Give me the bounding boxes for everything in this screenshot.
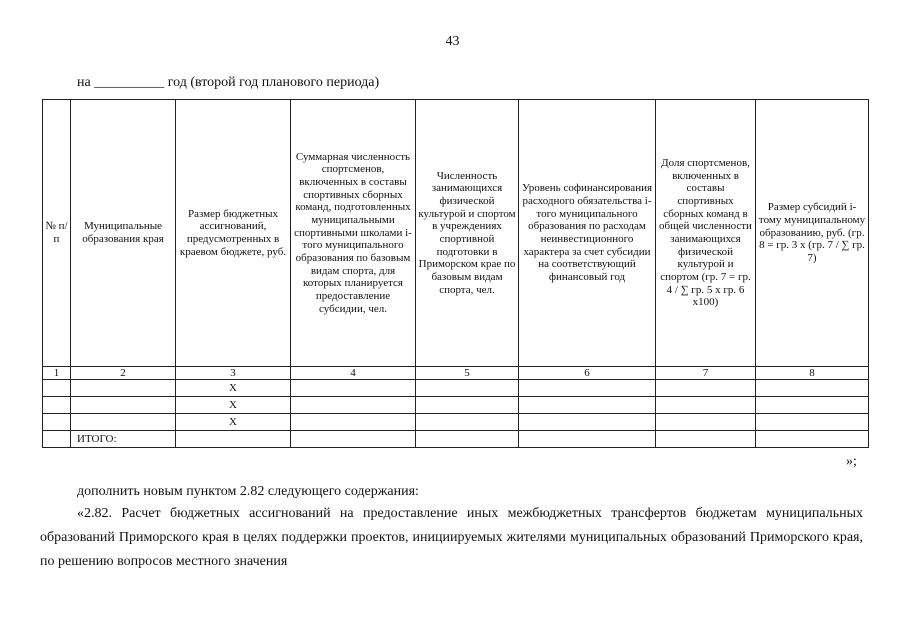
header-cell: Размер бюджетных ассигнований, предусмотренных в краевом бюджете, руб. <box>176 100 291 367</box>
table-cell <box>656 431 756 448</box>
header-cell: Суммарная численность спортсменов, включенных в составы спортивных сборных команд, подготовленных муниципальными спортивными школами i-того муниципального образования по базовым видам спорта, для которых планируется предоставление субсидии, чел. <box>291 100 416 367</box>
table-cell <box>291 397 416 414</box>
table-cell <box>416 431 519 448</box>
table-cell <box>656 414 756 431</box>
column-number-cell: 7 <box>656 367 756 380</box>
page-number: 43 <box>445 34 460 49</box>
header-cell: Численность занимающихся физической культурой и спортом в учреждениях спортивной подготовки в Приморском крае по базовым видам спорта, чел. <box>416 100 519 367</box>
table-cell <box>519 380 656 397</box>
table-cell <box>176 431 291 448</box>
header-cell: Размер субсидий i-тому муниципальному образованию, руб. (гр. 8 = гр. 3 x (гр. 7 / ∑ гр. 7) <box>756 100 869 367</box>
table-header-row <box>43 100 869 367</box>
table-row <box>43 380 869 397</box>
amendment-intro-paragraph: дополнить новым пунктом 2.82 следующего содержания: <box>77 484 419 499</box>
table-cell <box>656 380 756 397</box>
table-row <box>43 414 869 431</box>
column-number-cell: 2 <box>71 367 176 380</box>
header-cell: Муниципальные образования края <box>71 100 176 367</box>
table-cell <box>756 380 869 397</box>
header-cell: Уровень софинансирования расходного обязательства i-того муниципального образования по расходам неинвестиционного характера за счет субсидии на соответствующий финансовый год <box>519 100 656 367</box>
column-number-cell: 8 <box>756 367 869 380</box>
table-cell: X <box>176 397 291 414</box>
table-subheading: на __________ год (второй год планового периода) <box>77 75 380 90</box>
table-cell <box>71 397 176 414</box>
table-cell <box>416 397 519 414</box>
column-number-cell: 3 <box>176 367 291 380</box>
table-cell <box>43 414 71 431</box>
clause-2-82-paragraph: «2.82. Расчет бюджетных ассигнований на предоставление иных межбюджетных трансфертов бюджетам муниципальных образований Приморского края в целях поддержки проектов, инициируемых жителями муниципальных образований Приморского края, по решению вопросов местного значения <box>40 506 863 569</box>
table-cell: X <box>176 380 291 397</box>
header-cell: № п/п <box>43 100 71 367</box>
table-cell <box>519 414 656 431</box>
table-cell <box>519 397 656 414</box>
column-number-cell: 1 <box>43 367 71 380</box>
table-cell <box>291 431 416 448</box>
table-cell <box>43 431 71 448</box>
table-cell <box>416 380 519 397</box>
table-cell <box>756 431 869 448</box>
total-row <box>43 431 869 448</box>
subsidy-table <box>42 99 869 448</box>
table-cell <box>291 414 416 431</box>
table-cell <box>416 414 519 431</box>
table-cell <box>71 380 176 397</box>
table-cell <box>656 397 756 414</box>
column-number-cell: 4 <box>291 367 416 380</box>
table-cell <box>71 414 176 431</box>
table-cell <box>519 431 656 448</box>
header-cell: Доля спортсменов, включенных в составы спортивных сборных команд в общей численности занимающихся физической культурой и спортом (гр. 7 = гр. 4 / ∑ гр. 5 x гр. 6 x100) <box>656 100 756 367</box>
table-cell: X <box>176 414 291 431</box>
table-row <box>43 397 869 414</box>
table-cell <box>291 380 416 397</box>
closing-quote-mark: »; <box>846 454 857 469</box>
table-cell <box>43 380 71 397</box>
table-cell <box>756 414 869 431</box>
table-cell <box>756 397 869 414</box>
column-number-cell: 6 <box>519 367 656 380</box>
column-number-row <box>43 367 869 380</box>
column-number-cell: 5 <box>416 367 519 380</box>
total-label: ИТОГО: <box>71 431 176 448</box>
table-cell <box>43 397 71 414</box>
